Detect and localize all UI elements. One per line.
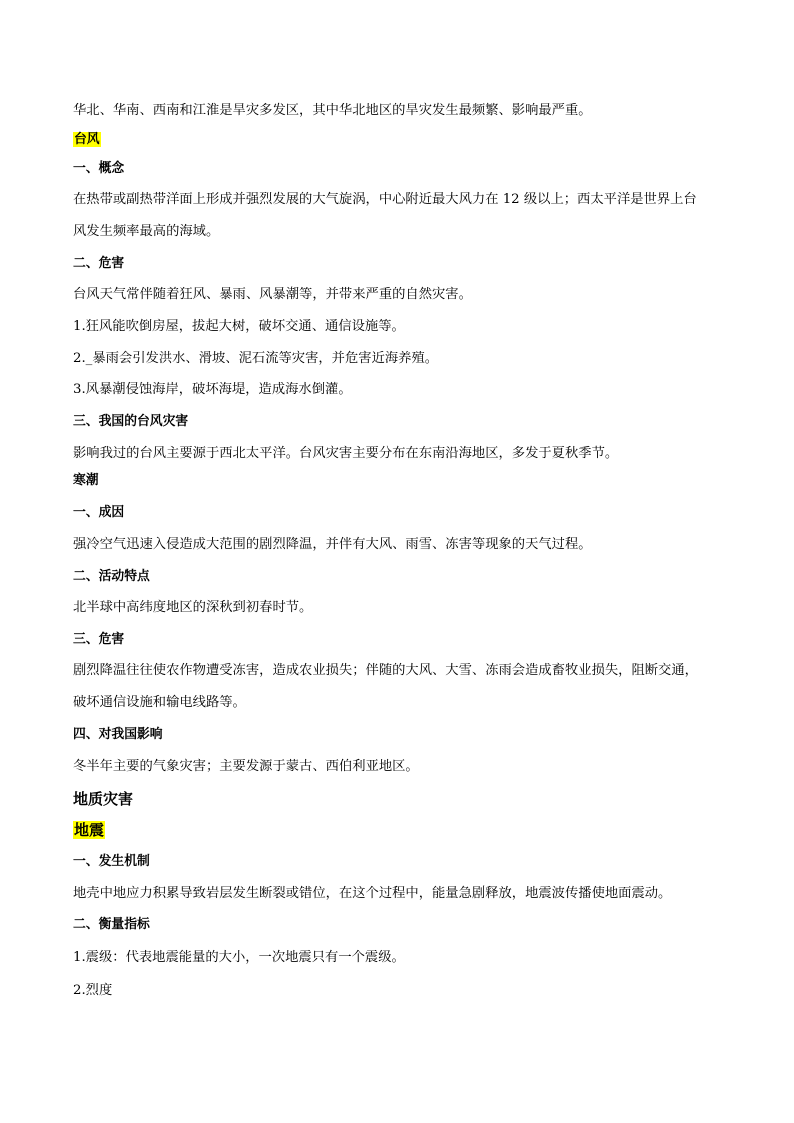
quake-section-mechanism-title: 一、发生机制	[73, 854, 150, 869]
typhoon-concept-line-2: 风发生频率最高的海域。	[73, 224, 220, 239]
heading-earthquake	[73, 821, 105, 839]
heading-geological-disasters: 地质灾害	[73, 790, 134, 808]
typhoon-concept-line-1: 在热带或副热带洋面上形成并强烈发展的大气旋涡，中心附近最大风力在 12 级以上；西太平洋是世界上台	[73, 192, 697, 207]
cold-harm-line-1: 剧烈降温往往使农作物遭受冻害，造成农业损失；伴随的大风、大雪、冻雨会造成畜牧业损失，阻断交通，	[73, 663, 698, 678]
typhoon-section-concept-title: 一、概念	[73, 161, 125, 176]
paragraph-drought-regions: 华北、华南、西南和江淮是旱灾多发区，其中华北地区的旱灾发生最频繁、影响最严重。	[73, 103, 592, 118]
typhoon-harm-item-3: 3.风暴潮侵蚀海岸，破坏海堤，造成海水倒灌。	[73, 382, 352, 397]
cold-harm-line-2: 破坏通信设施和输电线路等。	[73, 695, 246, 710]
quake-metrics-item-1: 1.震级：代表地震能量的大小，一次地震只有一个震级。	[73, 950, 405, 965]
heading-cold-wave: 寒潮	[73, 473, 99, 488]
cold-section-cause-title: 一、成因	[73, 505, 125, 520]
heading-earthquake-text: 地震	[74, 821, 105, 839]
quake-metrics-item-2: 2.烈度	[73, 983, 113, 998]
cold-cause-text: 强冷空气迅速入侵造成大范围的剧烈降温，并伴有大风、雨雪、冻害等现象的天气过程。	[73, 537, 592, 552]
cold-section-features-title: 二、活动特点	[73, 569, 150, 584]
typhoon-harm-intro: 台风天气常伴随着狂风、暴雨、风暴潮等，并带来严重的自然灾害。	[73, 287, 472, 302]
typhoon-harm-item-2: 2._暴雨会引发洪水、滑坡、泥石流等灾害，并危害近海养殖。	[73, 351, 439, 366]
typhoon-section-harm-title: 二、危害	[73, 256, 125, 271]
quake-section-metrics-title: 二、衡量指标	[73, 917, 150, 932]
cold-section-harm-title: 三、危害	[73, 632, 125, 647]
cold-features-text: 北半球中高纬度地区的深秋到初春时节。	[73, 600, 313, 615]
quake-mechanism-text: 地壳中地应力积累导致岩层发生断裂或错位，在这个过程中，能量急剧释放，地震波传播使地面震动。	[73, 886, 672, 901]
typhoon-harm-item-1: 1.狂风能吹倒房屋，拔起大树，破坏交通、通信设施等。	[73, 319, 405, 334]
heading-typhoon-text: 台风	[74, 132, 100, 147]
typhoon-china-text: 影响我过的台风主要源于西北太平洋。台风灾害主要分布在东南沿海地区，多发于夏秋季节。	[73, 446, 619, 461]
heading-typhoon	[73, 131, 101, 149]
typhoon-section-china-title: 三、我国的台风灾害	[73, 414, 189, 429]
cold-section-impact-title: 四、对我国影响	[73, 727, 163, 742]
cold-impact-text: 冬半年主要的气象灾害；主要发源于蒙古、西伯利亚地区。	[73, 759, 419, 774]
